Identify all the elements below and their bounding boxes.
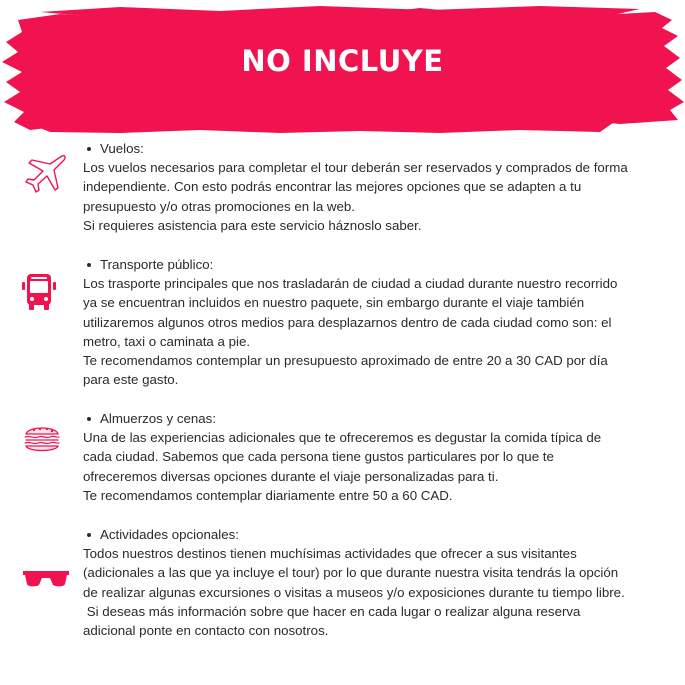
paragraph-line: Si deseas más información sobre que hacer en cada lugar o realizar alguna reserva: [83, 603, 581, 619]
section-heading: [83, 139, 658, 158]
bullet-icon: [87, 263, 91, 267]
header-banner: [0, 6, 685, 134]
section-heading: [83, 409, 658, 428]
paragraph-line: Si requieres asistencia para este servicio háznoslo saber.: [83, 217, 422, 233]
paragraph-line: independiente. Con esto podrás encontrar las mejores opciones que se adapten a tu: [83, 179, 582, 195]
section-transporte: [83, 255, 658, 389]
sunglasses-icon: [22, 568, 70, 590]
section-heading: [83, 255, 658, 274]
section-vuelos: [83, 139, 658, 235]
section-almuerzos: [83, 409, 658, 505]
paragraph-line: cada ciudad. Sabemos que cada persona tiene gustos particulares por lo que te: [83, 449, 554, 465]
paragraph-line: (adicionales a las que ya incluye el tour) por lo que durante nuestra visita tendrás la opción: [83, 565, 619, 581]
bullet-icon: [87, 417, 91, 421]
bus-icon: [22, 273, 56, 311]
paragraph-line: ofreceremos diversas opciones durante el viaje personalizadas para ti.: [83, 468, 499, 484]
heading-text: Vuelos:: [100, 141, 144, 156]
section-heading: [83, 525, 658, 544]
paragraph-line: presupuesto y/o otras promociones en la web.: [83, 198, 356, 214]
paragraph-line: Los vuelos necesarios para completar el tour deberán ser reservados y comprados de forma: [83, 160, 628, 176]
paragraph-line: Te recomendamos contemplar diariamente entre 50 a 60 CAD.: [83, 487, 453, 503]
bullet-icon: [87, 147, 91, 151]
paragraph-line: Todos nuestros destinos tienen muchísimas actividades que ofrecer a sus visitantes: [83, 546, 577, 562]
paragraph-line: ya se encuentran incluidos en nuestro paquete, sin embargo durante el viaje también: [83, 295, 585, 311]
paragraph-line: para este gasto.: [83, 372, 179, 388]
bullet-icon: [87, 533, 91, 537]
heading-text: Transporte público:: [100, 257, 214, 272]
airplane-icon: [22, 152, 68, 196]
paragraph-line: de realizar algunas excursiones o visitas a museos y/o exposiciones durante tu tiempo libre.: [83, 584, 625, 600]
banner-title: NO INCLUYE: [241, 44, 444, 78]
paragraph-line: Una de las experiencias adicionales que te ofreceremos es degustar la comida típica de: [83, 430, 602, 446]
paragraph-line: Los trasporte principales que nos trasladarán de ciudad a ciudad durante nuestro recorrido: [83, 276, 618, 292]
paragraph-line: Te recomendamos contemplar un presupuesto aproximado de entre 20 a 30 CAD por día: [83, 353, 608, 369]
section-actividades: [83, 525, 658, 640]
paragraph-line: utilizaremos algunos otros medios para desplazarnos dentro de cada ciudad como son: el: [83, 314, 612, 330]
paragraph-line: adicional ponte en contacto con nosotros.: [83, 623, 329, 639]
heading-text: Almuerzos y cenas:: [100, 411, 217, 426]
heading-text: Actividades opcionales:: [100, 527, 239, 542]
paragraph-line: metro, taxi o caminata a pie.: [83, 333, 251, 349]
sandwich-icon: [22, 424, 62, 454]
